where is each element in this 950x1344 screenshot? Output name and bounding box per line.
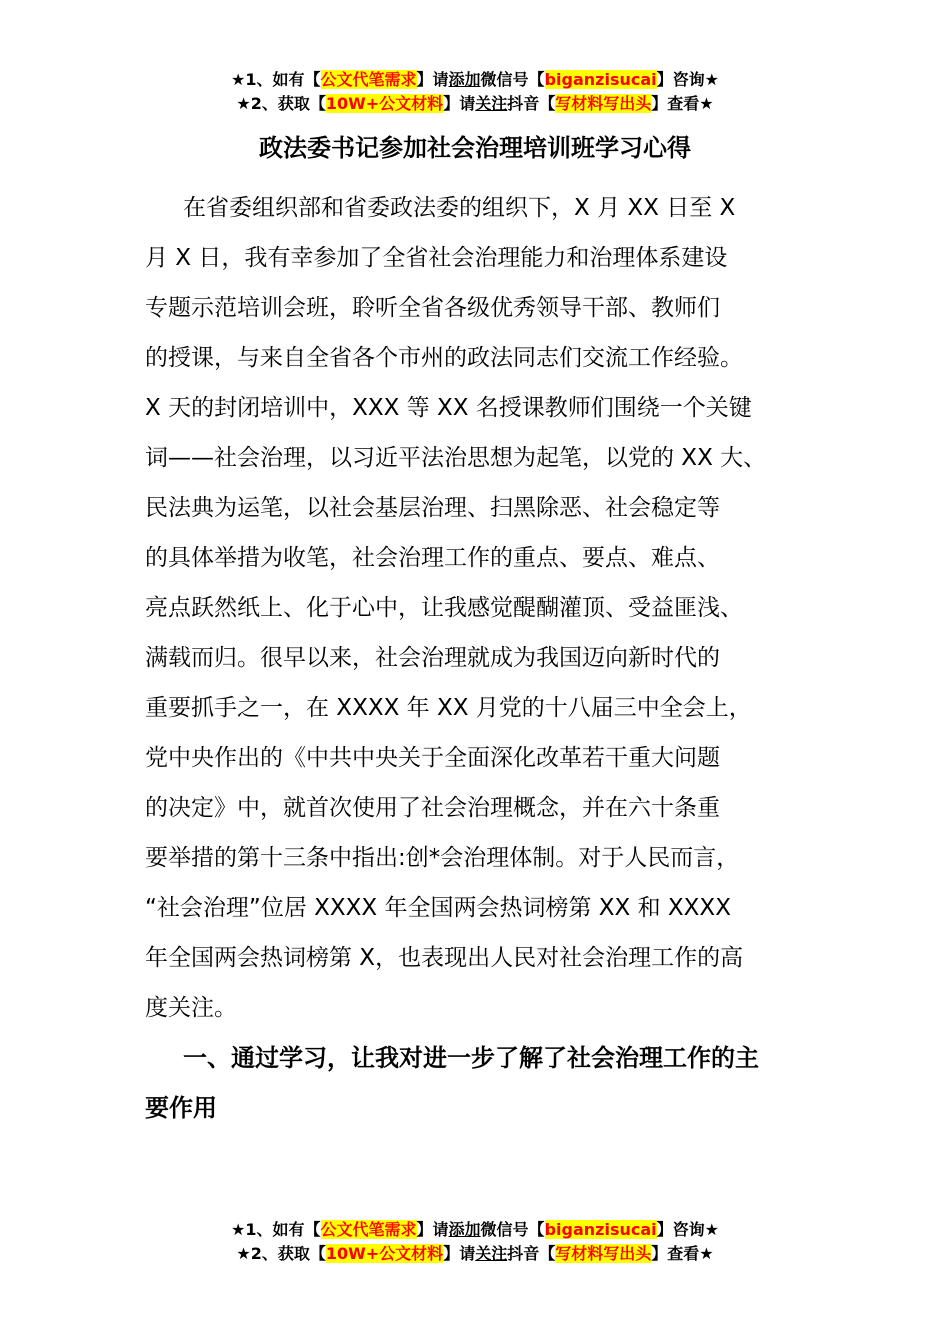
notice-underlined-text: 关注 (475, 1244, 508, 1263)
star-icon: ★ (699, 1244, 714, 1263)
notice-prefix: 1、如有【 (245, 1220, 321, 1239)
star-icon: ★ (231, 1220, 246, 1239)
notice-text: 】请 (416, 1220, 449, 1239)
star-icon: ★ (704, 1220, 719, 1239)
notice-suffix: 】咨询 (656, 1220, 705, 1239)
notice-text: 抖音【 (507, 94, 556, 113)
star-icon: ★ (231, 70, 246, 89)
notice-suffix: 】查看 (651, 1244, 700, 1263)
header-notice (0, 68, 950, 116)
notice-text: 微信号【 (480, 1220, 545, 1239)
footer-notice-line-1 (0, 1218, 950, 1242)
paragraph-line: “社会治理”位居 XXXX 年全国两会热词榜第 XX 和 XXXX (145, 895, 731, 921)
notice-highlight-douyin-account: 写材料写出头 (555, 1244, 652, 1263)
paragraph-line: 民法典为运笔，以社会基层治理、扫黑除恶、社会稳定等 (145, 495, 720, 521)
notice-text: 微信号【 (480, 70, 545, 89)
notice-highlight-wechat-id: biganzisucai (544, 1220, 657, 1239)
paragraph-line: X 天的封闭培训中，XXX 等 XX 名授课教师们围绕一个关键 (145, 395, 752, 421)
document-title: 政法委书记参加社会治理培训班学习心得 (259, 134, 691, 162)
paragraph-line: 满载而归。很早以来，社会治理就成为我国迈向新时代的 (145, 645, 720, 671)
paragraph-line: 年全国两会热词榜第 X，也表现出人民对社会治理工作的高 (145, 945, 744, 971)
notice-suffix: 】查看 (651, 94, 700, 113)
header-notice-line-2 (0, 92, 950, 116)
paragraph-line: 的授课，与来自全省各个市州的政法同志们交流工作经验。 (145, 345, 743, 371)
paragraph-line: 词——社会治理，以习近平法治思想为起笔，以党的 XX 大、 (145, 445, 767, 471)
header-notice-line-1 (0, 68, 950, 92)
paragraph-line: 在省委组织部和省委政法委的组织下，X 月 XX 日至 X (183, 195, 736, 221)
paragraph-line: 重要抓手之一，在 XXXX 年 XX 月党的十八届三中全会上， (145, 695, 752, 721)
section-heading-line: 要作用 (145, 1094, 217, 1122)
document-body (145, 183, 825, 1133)
notice-highlight-service: 公文代笔需求 (320, 1220, 417, 1239)
notice-text: 抖音【 (507, 1244, 556, 1263)
paragraph-line: 的决定》中，就首次使用了社会治理概念，并在六十条重 (145, 795, 720, 821)
notice-text: 】请 (443, 94, 476, 113)
notice-highlight-materials: 10W+公文材料 (325, 1244, 444, 1263)
paragraph-line: 要举措的第十三条中指出:创*会治理体制。对于人民而言， (145, 845, 740, 871)
footer-notice-line-2 (0, 1242, 950, 1266)
notice-highlight-douyin-account: 写材料写出头 (555, 94, 652, 113)
notice-underlined-text: 添加 (448, 1220, 481, 1239)
notice-prefix: 2、获取【 (250, 94, 326, 113)
notice-highlight-materials: 10W+公文材料 (325, 94, 444, 113)
notice-suffix: 】咨询 (656, 70, 705, 89)
paragraph-line: 度关注。 (145, 995, 237, 1021)
footer-notice (0, 1218, 950, 1266)
notice-highlight-wechat-id: biganzisucai (544, 70, 657, 89)
paragraph-line: 月 X 日，我有幸参加了全省社会治理能力和治理体系建设 (145, 245, 728, 271)
star-icon: ★ (704, 70, 719, 89)
notice-text: 】请 (416, 70, 449, 89)
paragraph-line: 专题示范培训会班，聆听全省各级优秀领导干部、教师们 (145, 295, 720, 321)
paragraph-line: 党中央作出的《中共中央关于全面深化改革若干重大问题 (145, 745, 720, 771)
star-icon: ★ (236, 94, 251, 113)
paragraph-line: 的具体举措为收笔，社会治理工作的重点、要点、难点、 (145, 545, 720, 571)
star-icon: ★ (699, 94, 714, 113)
section-heading-line: 一、通过学习，让我对进一步了解了社会治理工作的主 (183, 1044, 759, 1072)
notice-underlined-text: 关注 (475, 94, 508, 113)
paragraph-line: 亮点跃然纸上、化于心中，让我感觉醍醐灌顶、受益匪浅、 (145, 595, 743, 621)
notice-highlight-service: 公文代笔需求 (320, 70, 417, 89)
notice-prefix: 2、获取【 (250, 1244, 326, 1263)
notice-underlined-text: 添加 (448, 70, 481, 89)
star-icon: ★ (236, 1244, 251, 1263)
notice-prefix: 1、如有【 (245, 70, 321, 89)
notice-text: 】请 (443, 1244, 476, 1263)
